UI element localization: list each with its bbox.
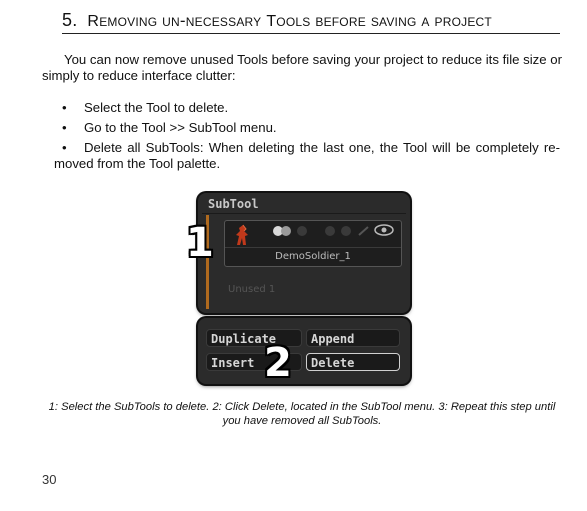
insert-button[interactable]: Insert xyxy=(206,353,302,371)
visibility-dot-icon[interactable] xyxy=(341,226,351,236)
subtool-name: DemoSoldier_1 xyxy=(275,251,351,262)
step-list xyxy=(54,100,560,176)
subtool-button-panel xyxy=(198,318,410,384)
unused-slot-label: Unused 1 xyxy=(228,284,276,295)
panel-title: SubTool xyxy=(208,197,259,211)
visibility-dot-icon[interactable] xyxy=(297,226,307,236)
eye-icon[interactable] xyxy=(373,223,395,237)
heading-part-2: Tools before saving a project xyxy=(266,11,492,30)
delete-button[interactable]: Delete xyxy=(306,353,400,371)
brush-icon[interactable] xyxy=(357,225,371,237)
subtool-item[interactable] xyxy=(224,220,402,267)
visibility-dot-icon[interactable] xyxy=(281,226,291,236)
subtool-panel xyxy=(198,193,410,313)
visibility-dot-icon[interactable] xyxy=(325,226,335,236)
callout-marker-2: 2 xyxy=(264,340,292,386)
append-button[interactable]: Append xyxy=(306,329,400,347)
list-item: • Delete all SubTools: When deleting the last one, the Tool will be completely re-moved from the Tool palette. xyxy=(54,140,560,171)
callout-marker-1: 1 xyxy=(186,220,214,266)
section-heading xyxy=(62,9,560,34)
page-number: 30 xyxy=(42,472,57,487)
figure-caption: 1: Select the SubTools to delete. 2: Click Delete, located in the SubTool menu. 3: Repeat this step until you have removed all SubTools. xyxy=(48,401,556,427)
heading-part-1: Removing un-necessary xyxy=(87,11,267,30)
list-item: • Select the Tool to delete. xyxy=(62,100,229,115)
section-number: 5. xyxy=(62,10,78,30)
intro-paragraph: You can now remove unused Tools before saving your project to reduce its file size or simply to reduce interface clutter: xyxy=(42,52,562,83)
list-item: • Go to the Tool >> SubTool menu. xyxy=(62,120,277,135)
soldier-icon xyxy=(231,223,255,249)
duplicate-button[interactable]: Duplicate xyxy=(206,329,302,347)
